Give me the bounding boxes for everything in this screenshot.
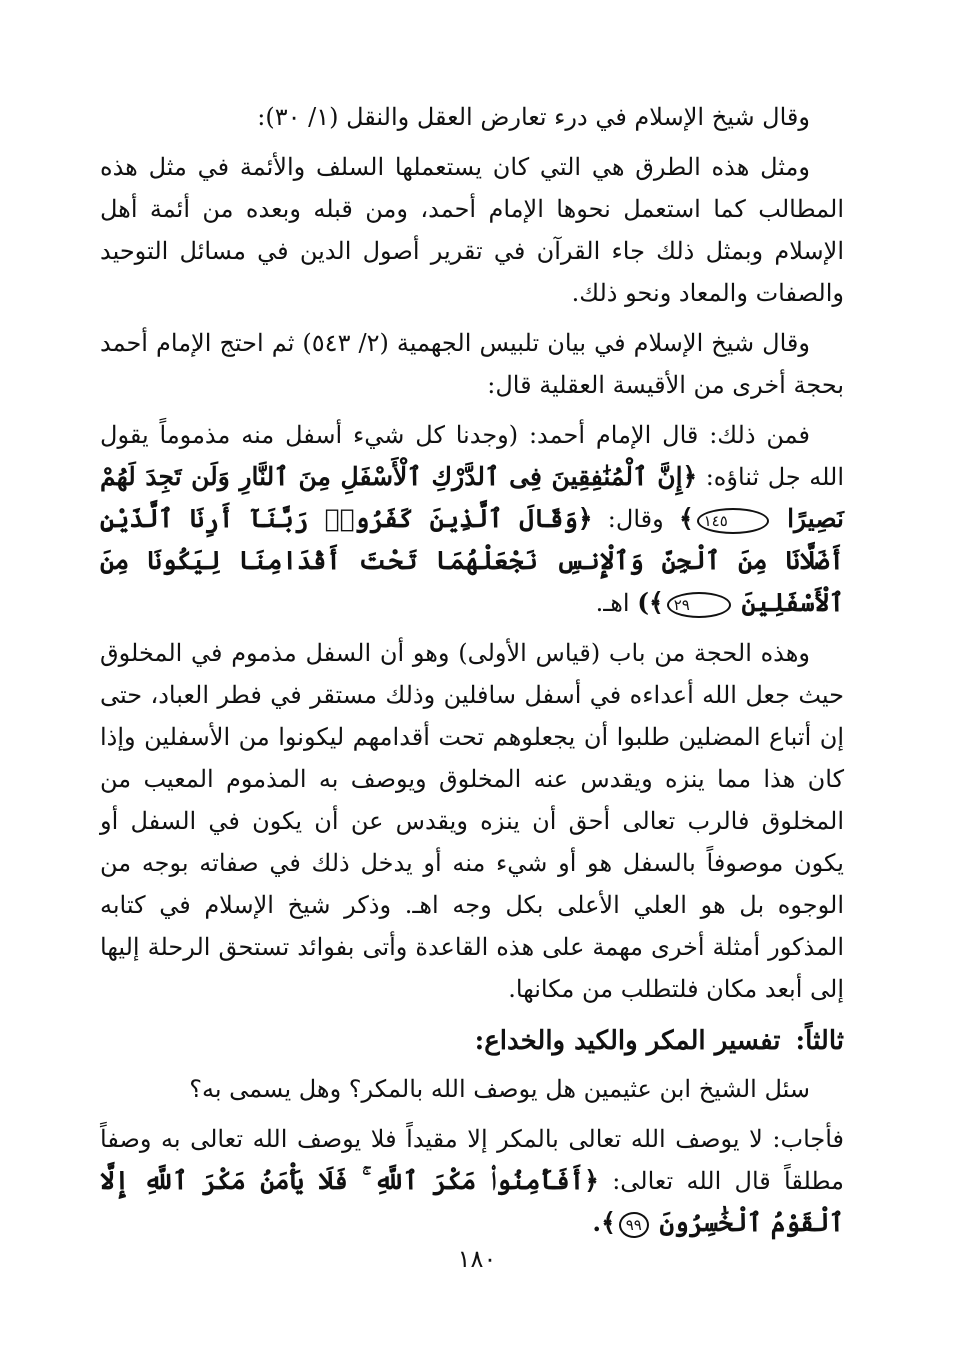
paragraph-qiyas-awla: وهذه الحجة من باب (قياس الأولى) وهو أن السفل مذموم في المخلوق حيث جعل الله أعداءه في أسفل سافلين وذلك مستقر في فطر العباد، حتى إن أتباع المضلين طلبوا أن يجعلوهم تحت أقدامهم ليكونوا من الأسفلين وإذا كان هذا مما ينزه ويقدس عنه المخلوق ويوصف به المذموم المعيب من المخلوق فالرب تعالى أحق أن ينزه ويقدس عن أن يكون في السفل أو يكون موصوفاً بالسفل هو أو شيء منه أو يدخل ذلك في صفاته بوجه من الوجوه بل هو العلي الأعلى بكل وجه اهـ. وذكر شيخ الإسلام في كتابه المذكور أمثلة أخرى مهمة على هذه القاعدة وأتى بفوائد تستحق الرحلة إليها إلى أبعد مكان فلتطلب من مكانها. (100, 639, 844, 1003)
page-number: ١٨٠ (457, 1245, 497, 1273)
verse-close-bracket: ﴾. (592, 1208, 616, 1237)
paragraph-imam-ahmad-argument (100, 414, 844, 624)
section-title: تفسير المكر والكيد والخداع: (474, 1026, 781, 1056)
verse-close-bracket: ﴾ (678, 504, 694, 533)
quran-verse-munafiqin: ﴿إِنَّ ٱلْمُنَٰفِقِينَ فِى ٱلدَّرْكِ ٱلْأَسْفَلِ مِنَ ٱلنَّارِ وَلَن تَجِدَ لَهُمْ نَصِيرًا (100, 462, 844, 533)
paragraph-question: سئل الشيخ ابن عثيمين هل يوصف الله بالمكر؟ وهل يسمى به؟ (189, 1075, 810, 1103)
section-heading (100, 1018, 844, 1064)
quran-verse-araf: ﴿أَفَأَمِنُوا۟ مَكْرَ ٱللَّهِ ۚ فَلَا يَأْمَنُ مَكْرَ ٱللَّهِ إِلَّا ٱلْقَوْمُ ٱلْخَٰسِرُونَ (100, 1166, 844, 1237)
ayah-number-badge: ٩٩ (619, 1212, 649, 1238)
quran-verse-fussilat: ﴿وَقَالَ ٱلَّذِينَ كَفَرُوا۟ رَبَّنَآ أَرِنَا ٱلَّذَيْنِ أَضَلَّانَا مِنَ ٱلْجِنِّ وَٱلْإِنسِ نَجْعَلْهُمَا تَحْتَ أَقْدَامِنَا لِيَكُونَا مِنَ ٱلْأَسْفَلِينَ (100, 504, 844, 617)
argument-mid-text: وقال: (607, 505, 664, 533)
page-content (100, 96, 844, 1252)
ayah-number-badge: ١٤٥ (697, 508, 769, 534)
argument-end-text: اهـ. (595, 589, 630, 617)
answer-intro-text: فأجاب: لا يوصف الله تعالى بالمكر إلا مقيداً فلا يوصف الله تعالى به وصفاً مطلقاً قال الله تعالى: (100, 1125, 844, 1195)
verse-close-bracket: ﴾) (637, 588, 664, 617)
paragraph-dar-quote-intro: وقال شيخ الإسلام في درء تعارض العقل والنقل (١/ ٣٠): (257, 103, 810, 131)
paragraph-answer (100, 1118, 844, 1244)
argument-intro-text: فمن ذلك: قال الإمام أحمد: (وجدنا كل شيء أسفل منه مذموماً يقول الله جل ثناؤه: (100, 421, 845, 491)
paragraph-talbis-quote-intro: وقال شيخ الإسلام في بيان تلبيس الجهمية (٢/ ٥٤٣) ثم احتج الإمام أحمد بحجة أخرى من الأقيسة العقلية قال: (100, 329, 844, 399)
ayah-number-badge: ٢٩ (667, 592, 731, 618)
section-number-label: ثالثاً: (795, 1026, 844, 1056)
paragraph-salaf-methods: ومثل هذه الطرق هي التي كان يستعملها السلف والأئمة في مثل هذه المطالب كما استعمل نحوها الإمام أحمد، ومن قبله وبعده من أئمة أهل الإسلام وبمثل ذلك جاء القرآن في تقرير أصول الدين في مسائل التوحيد والصفات والمعاد ونحو ذلك. (100, 153, 844, 307)
